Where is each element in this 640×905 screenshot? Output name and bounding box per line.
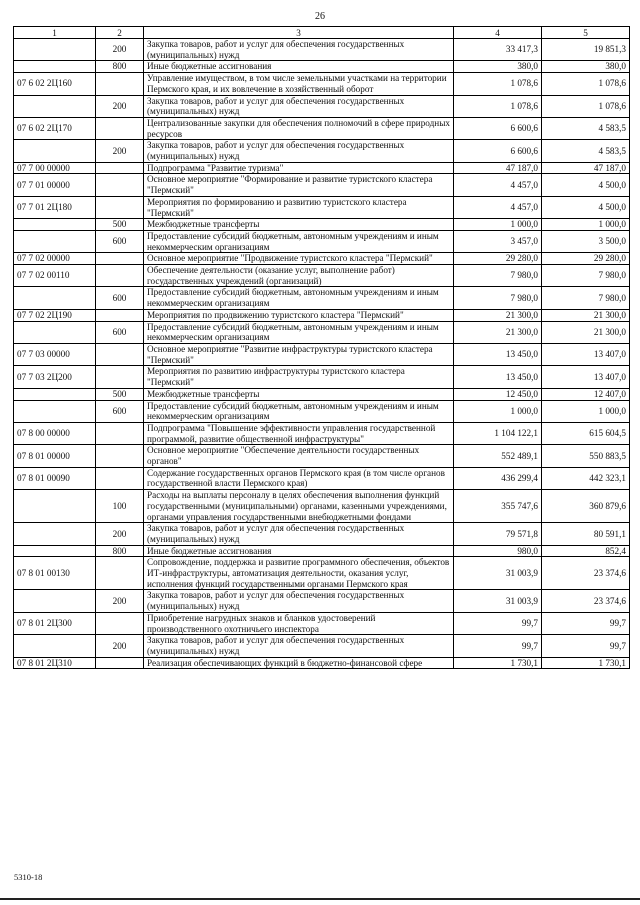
row-code-cell	[14, 287, 96, 309]
budget-table	[13, 26, 630, 669]
row-name-cell: Иные бюджетные ассигнования	[144, 545, 454, 557]
row-name-cell: Приобретение нагрудных знаков и бланков удостоверений производственного охотничьего инспектора	[144, 612, 454, 634]
header-col-1: 1	[14, 27, 96, 39]
bottom-edge-line	[0, 898, 640, 900]
row-code-cell: 07 7 03 00000	[14, 343, 96, 365]
row-value-col5: 1 000,0	[542, 400, 630, 422]
row-name-cell: Централизованные закупки для обеспечения полномочий в сфере природных ресурсов	[144, 117, 454, 139]
row-name-cell: Предоставление субсидий бюджетным, автономным учреждениям и иным некоммерческим организациям	[144, 321, 454, 343]
row-code-cell: 07 6 02 2Ц160	[14, 73, 96, 95]
row-value-col5: 1 000,0	[542, 219, 630, 231]
row-value-col5: 4 583,5	[542, 117, 630, 139]
row-value-col4: 31 003,9	[454, 590, 542, 612]
row-code-cell: 07 7 03 2Ц200	[14, 366, 96, 388]
footer-code: 5310-18	[14, 872, 43, 882]
row-value-col5: 615 604,5	[542, 422, 630, 444]
table-row	[14, 162, 630, 174]
row-name-cell: Управление имуществом, в том числе земельными участками на территории Пермского края, и их вовлечение в хозяйственный оборот	[144, 73, 454, 95]
header-col-5: 5	[542, 27, 630, 39]
row-name-cell: Иные бюджетные ассигнования	[144, 61, 454, 73]
row-value-col5: 1 078,6	[542, 73, 630, 95]
row-value-col4: 7 980,0	[454, 287, 542, 309]
row-kind-cell: 800	[96, 545, 144, 557]
row-name-cell: Закупка товаров, работ и услуг для обеспечения государственных (муниципальных) нужд	[144, 95, 454, 117]
row-name-cell: Основное мероприятие "Продвижение туристского кластера "Пермский"	[144, 253, 454, 265]
row-code-cell	[14, 95, 96, 117]
row-code-cell: 07 7 02 00000	[14, 253, 96, 265]
row-code-cell	[14, 635, 96, 657]
row-value-col5: 4 500,0	[542, 196, 630, 218]
row-value-col4: 1 730,1	[454, 657, 542, 669]
row-kind-cell: 800	[96, 61, 144, 73]
row-name-cell: Мероприятия по формированию и развитию туристского кластера "Пермский"	[144, 196, 454, 218]
row-value-col5: 99,7	[542, 635, 630, 657]
row-code-cell	[14, 219, 96, 231]
row-kind-cell	[96, 557, 144, 590]
row-kind-cell: 200	[96, 590, 144, 612]
row-code-cell	[14, 545, 96, 557]
row-name-cell: Межбюджетные трансферты	[144, 388, 454, 400]
row-name-cell: Мероприятия по развитию инфраструктуры туристского кластера "Пермский"	[144, 366, 454, 388]
table-row	[14, 287, 630, 309]
row-kind-cell	[96, 174, 144, 196]
table-row	[14, 117, 630, 139]
row-name-cell: Реализация обеспечивающих функций в бюджетно-финансовой сфере	[144, 657, 454, 669]
row-code-cell	[14, 230, 96, 252]
row-code-cell: 07 8 00 00000	[14, 422, 96, 444]
row-value-col4: 21 300,0	[454, 321, 542, 343]
row-kind-cell	[96, 366, 144, 388]
row-value-col4: 13 450,0	[454, 343, 542, 365]
row-name-cell: Основное мероприятие "Формирование и развитие туристского кластера "Пермский"	[144, 174, 454, 196]
table-row	[14, 545, 630, 557]
row-kind-cell	[96, 162, 144, 174]
row-code-cell	[14, 140, 96, 162]
row-kind-cell	[96, 117, 144, 139]
table-row	[14, 230, 630, 252]
row-kind-cell: 600	[96, 230, 144, 252]
row-value-col4: 6 600,6	[454, 117, 542, 139]
table-row	[14, 73, 630, 95]
row-value-col5: 7 980,0	[542, 287, 630, 309]
table-row	[14, 657, 630, 669]
table-row	[14, 39, 630, 61]
table-row	[14, 523, 630, 545]
header-col-4: 4	[454, 27, 542, 39]
row-kind-cell	[96, 309, 144, 321]
row-value-col5: 21 300,0	[542, 321, 630, 343]
row-name-cell: Межбюджетные трансферты	[144, 219, 454, 231]
row-name-cell: Закупка товаров, работ и услуг для обеспечения государственных (муниципальных) нужд	[144, 635, 454, 657]
row-code-cell	[14, 400, 96, 422]
row-value-col4: 6 600,6	[454, 140, 542, 162]
row-value-col4: 33 417,3	[454, 39, 542, 61]
row-code-cell: 07 7 00 00000	[14, 162, 96, 174]
row-value-col4: 99,7	[454, 635, 542, 657]
row-value-col5: 47 187,0	[542, 162, 630, 174]
row-value-col4: 3 457,0	[454, 230, 542, 252]
row-value-col4: 4 457,0	[454, 196, 542, 218]
table-row	[14, 422, 630, 444]
table-row	[14, 321, 630, 343]
row-kind-cell: 200	[96, 95, 144, 117]
row-name-cell: Основное мероприятие "Обеспечение деятельности государственных органов"	[144, 445, 454, 467]
row-name-cell: Подпрограмма "Повышение эффективности управления государственной программой, развитие общественной инфраструктуры"	[144, 422, 454, 444]
table-row	[14, 343, 630, 365]
row-kind-cell: 500	[96, 219, 144, 231]
row-value-col4: 355 747,6	[454, 490, 542, 523]
row-code-cell	[14, 490, 96, 523]
row-value-col5: 23 374,6	[542, 590, 630, 612]
row-code-cell: 07 8 01 00130	[14, 557, 96, 590]
row-value-col4: 31 003,9	[454, 557, 542, 590]
row-name-cell: Предоставление субсидий бюджетным, автономным учреждениям и иным некоммерческим организациям	[144, 400, 454, 422]
row-name-cell: Содержание государственных органов Пермского края (в том числе органов государственной власти Пермского края)	[144, 467, 454, 489]
row-name-cell: Предоставление субсидий бюджетным, автономным учреждениям и иным некоммерческим организациям	[144, 230, 454, 252]
row-value-col4: 79 571,8	[454, 523, 542, 545]
row-name-cell: Мероприятия по продвижению туристского кластера "Пермский"	[144, 309, 454, 321]
row-value-col4: 1 000,0	[454, 219, 542, 231]
row-code-cell: 07 8 01 00090	[14, 467, 96, 489]
row-value-col4: 1 000,0	[454, 400, 542, 422]
row-value-col4: 980,0	[454, 545, 542, 557]
row-code-cell	[14, 523, 96, 545]
row-value-col4: 1 104 122,1	[454, 422, 542, 444]
row-value-col5: 99,7	[542, 612, 630, 634]
table-row	[14, 635, 630, 657]
row-value-col5: 29 280,0	[542, 253, 630, 265]
row-kind-cell	[96, 612, 144, 634]
table-row	[14, 61, 630, 73]
table-row	[14, 219, 630, 231]
page-number: 26	[315, 11, 325, 22]
row-name-cell: Предоставление субсидий бюджетным, автономным учреждениям и иным некоммерческим организациям	[144, 287, 454, 309]
row-kind-cell	[96, 253, 144, 265]
row-value-col5: 13 407,0	[542, 343, 630, 365]
row-value-col5: 80 591,1	[542, 523, 630, 545]
table-row	[14, 557, 630, 590]
row-kind-cell	[96, 445, 144, 467]
row-value-col5: 23 374,6	[542, 557, 630, 590]
row-name-cell: Расходы на выплаты персоналу в целях обеспечения выполнения функций государственными (муниципальными) органами, казенными учреждениями, органами управления государственными внебюджетными фондами	[144, 490, 454, 523]
row-value-col5: 442 323,1	[542, 467, 630, 489]
row-value-col5: 12 407,0	[542, 388, 630, 400]
row-code-cell: 07 8 01 2Ц310	[14, 657, 96, 669]
row-name-cell: Закупка товаров, работ и услуг для обеспечения государственных (муниципальных) нужд	[144, 590, 454, 612]
row-value-col5: 550 883,5	[542, 445, 630, 467]
row-name-cell: Обеспечение деятельности (оказание услуг, выполнение работ) государственных учреждений (организаций)	[144, 265, 454, 287]
row-value-col4: 1 078,6	[454, 95, 542, 117]
row-name-cell: Основное мероприятие "Развитие инфраструктуры туристского кластера "Пермский"	[144, 343, 454, 365]
row-code-cell	[14, 61, 96, 73]
row-kind-cell: 500	[96, 388, 144, 400]
row-value-col5: 21 300,0	[542, 309, 630, 321]
row-code-cell: 07 7 01 00000	[14, 174, 96, 196]
row-value-col5: 1 078,6	[542, 95, 630, 117]
row-code-cell	[14, 590, 96, 612]
table-row	[14, 196, 630, 218]
row-code-cell: 07 7 01 2Ц180	[14, 196, 96, 218]
row-kind-cell	[96, 265, 144, 287]
table-row	[14, 309, 630, 321]
row-value-col5: 380,0	[542, 61, 630, 73]
row-value-col4: 380,0	[454, 61, 542, 73]
row-kind-cell: 200	[96, 635, 144, 657]
row-value-col4: 12 450,0	[454, 388, 542, 400]
table-row	[14, 265, 630, 287]
row-kind-cell: 600	[96, 400, 144, 422]
table-row	[14, 174, 630, 196]
table-body	[14, 39, 630, 669]
header-col-2: 2	[96, 27, 144, 39]
header-col-3: 3	[144, 27, 454, 39]
row-kind-cell	[96, 657, 144, 669]
table-row	[14, 388, 630, 400]
table-row	[14, 590, 630, 612]
table-row	[14, 140, 630, 162]
table-row	[14, 95, 630, 117]
row-kind-cell: 600	[96, 321, 144, 343]
row-code-cell: 07 8 01 2Ц300	[14, 612, 96, 634]
row-kind-cell	[96, 422, 144, 444]
table-row	[14, 366, 630, 388]
header-row	[14, 27, 630, 39]
row-code-cell	[14, 39, 96, 61]
row-value-col4: 4 457,0	[454, 174, 542, 196]
table-row	[14, 400, 630, 422]
row-code-cell: 07 6 02 2Ц170	[14, 117, 96, 139]
table-row	[14, 445, 630, 467]
row-value-col4: 47 187,0	[454, 162, 542, 174]
row-kind-cell: 200	[96, 39, 144, 61]
row-kind-cell: 200	[96, 523, 144, 545]
row-kind-cell	[96, 343, 144, 365]
row-kind-cell	[96, 196, 144, 218]
row-kind-cell: 600	[96, 287, 144, 309]
row-code-cell	[14, 321, 96, 343]
row-kind-cell: 200	[96, 140, 144, 162]
row-value-col5: 4 500,0	[542, 174, 630, 196]
row-value-col5: 360 879,6	[542, 490, 630, 523]
row-code-cell: 07 8 01 00000	[14, 445, 96, 467]
row-kind-cell: 100	[96, 490, 144, 523]
row-value-col4: 7 980,0	[454, 265, 542, 287]
row-name-cell: Закупка товаров, работ и услуг для обеспечения государственных (муниципальных) нужд	[144, 523, 454, 545]
row-value-col5: 19 851,3	[542, 39, 630, 61]
row-name-cell: Подпрограмма "Развитие туризма"	[144, 162, 454, 174]
row-name-cell: Сопровождение, поддержка и развитие программного обеспечения, объектов ИТ-инфраструктуры, автоматизация деятельности, оказания услуг, исполнения функций государственными органами Пермского края	[144, 557, 454, 590]
row-value-col5: 13 407,0	[542, 366, 630, 388]
row-code-cell	[14, 388, 96, 400]
row-value-col4: 99,7	[454, 612, 542, 634]
row-value-col4: 1 078,6	[454, 73, 542, 95]
row-value-col5: 1 730,1	[542, 657, 630, 669]
row-value-col5: 4 583,5	[542, 140, 630, 162]
row-value-col4: 436 299,4	[454, 467, 542, 489]
row-value-col5: 852,4	[542, 545, 630, 557]
row-value-col5: 7 980,0	[542, 265, 630, 287]
table-row	[14, 490, 630, 523]
row-kind-cell	[96, 467, 144, 489]
table-row	[14, 612, 630, 634]
row-code-cell: 07 7 02 00110	[14, 265, 96, 287]
row-name-cell: Закупка товаров, работ и услуг для обеспечения государственных (муниципальных) нужд	[144, 140, 454, 162]
row-value-col4: 29 280,0	[454, 253, 542, 265]
row-value-col5: 3 500,0	[542, 230, 630, 252]
row-name-cell: Закупка товаров, работ и услуг для обеспечения государственных (муниципальных) нужд	[144, 39, 454, 61]
table-row	[14, 467, 630, 489]
row-value-col4: 21 300,0	[454, 309, 542, 321]
row-value-col4: 552 489,1	[454, 445, 542, 467]
row-code-cell: 07 7 02 2Ц190	[14, 309, 96, 321]
row-kind-cell	[96, 73, 144, 95]
row-value-col4: 13 450,0	[454, 366, 542, 388]
table-row	[14, 253, 630, 265]
